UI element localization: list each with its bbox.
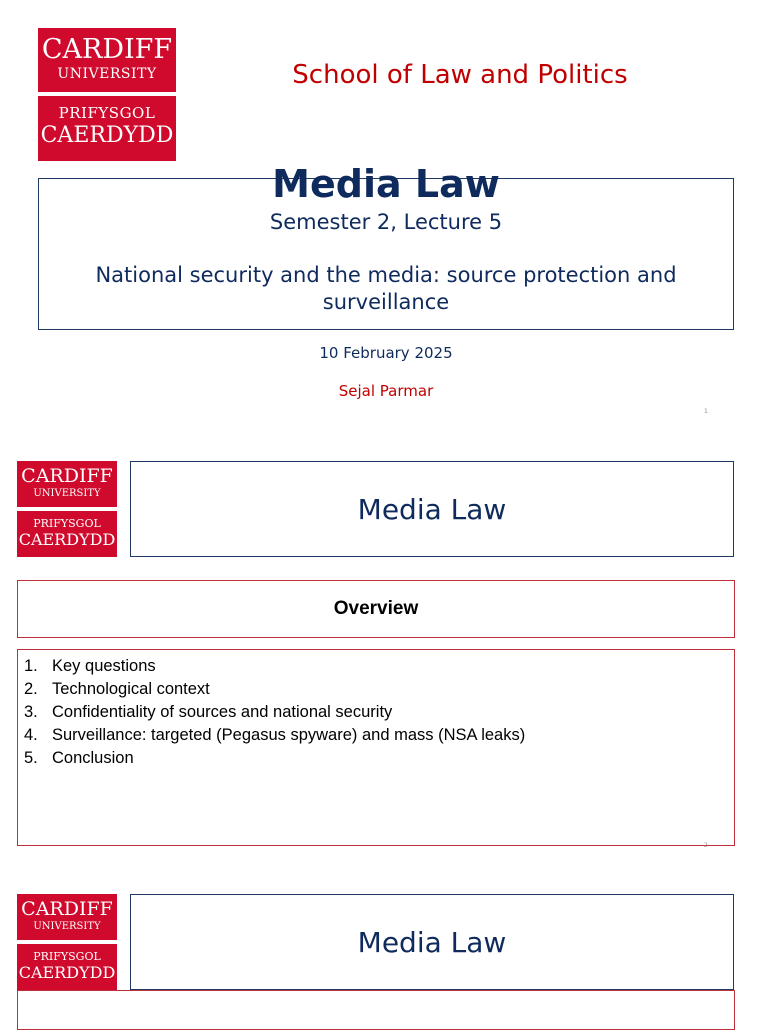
slide-header-title: Media Law xyxy=(357,492,507,526)
list-item-number: 4. xyxy=(24,726,38,744)
list-item-number: 2. xyxy=(24,680,38,698)
logo-cardiff-text: CARDIFF xyxy=(41,34,173,65)
list-item-number: 5. xyxy=(24,749,38,767)
overview-list-box xyxy=(17,649,735,846)
page-number: 2 xyxy=(704,842,708,849)
cardiff-university-logo xyxy=(17,894,117,990)
section-title: Overview xyxy=(333,598,419,619)
logo-cardiff-text: CARDIFF xyxy=(21,898,113,920)
logo-cardiff-text: CARDIFF xyxy=(21,465,113,487)
logo-prifysgol-text: PRIFYSGOL xyxy=(33,517,101,530)
slide-header xyxy=(130,461,734,557)
logo-caerdydd-text: CAERDYDD xyxy=(18,530,116,549)
logo-university-text: UNIVERSITY xyxy=(57,66,157,82)
list-item-text: Key questions xyxy=(52,657,156,675)
cardiff-university-logo xyxy=(17,461,117,557)
logo-university-text: UNIVERSITY xyxy=(33,921,101,932)
list-item xyxy=(24,655,734,678)
list-item-number: 3. xyxy=(24,703,38,721)
lecturer-name: Sejal Parmar xyxy=(338,382,434,400)
cardiff-university-logo xyxy=(38,28,176,161)
list-item xyxy=(24,678,734,701)
page-number: 1 xyxy=(704,408,708,415)
lecture-topic: National security and the media: source protection and surveillance xyxy=(95,263,677,314)
logo-prifysgol-text: PRIFYSGOL xyxy=(33,950,101,963)
list-item-text: Surveillance: targeted (Pegasus spyware) and mass (NSA leaks) xyxy=(52,726,526,744)
section-title-box xyxy=(17,990,735,1030)
logo-caerdydd-text: CAERDYDD xyxy=(18,963,116,982)
list-item-text: Confidentiality of sources and national security xyxy=(52,703,393,721)
logo-prifysgol-text: PRIFYSGOL xyxy=(58,104,156,122)
lecture-date: 10 February 2025 xyxy=(319,344,453,362)
slide-header-title: Media Law xyxy=(357,925,507,959)
logo-university-text: UNIVERSITY xyxy=(33,488,101,499)
list-item-text: Technological context xyxy=(52,680,210,698)
list-item xyxy=(24,724,734,747)
slide-subtitle: Semester 2, Lecture 5 xyxy=(269,210,503,234)
list-item-number: 1. xyxy=(24,657,38,675)
section-title-box xyxy=(17,580,735,638)
overview-list xyxy=(18,655,734,770)
slide-title: Media Law xyxy=(272,162,500,206)
list-item xyxy=(24,701,734,724)
slide-header xyxy=(130,894,734,990)
school-name: School of Law and Politics xyxy=(292,60,628,90)
list-item xyxy=(24,747,734,770)
list-item-text: Conclusion xyxy=(52,749,134,767)
logo-caerdydd-text: CAERDYDD xyxy=(40,123,174,148)
